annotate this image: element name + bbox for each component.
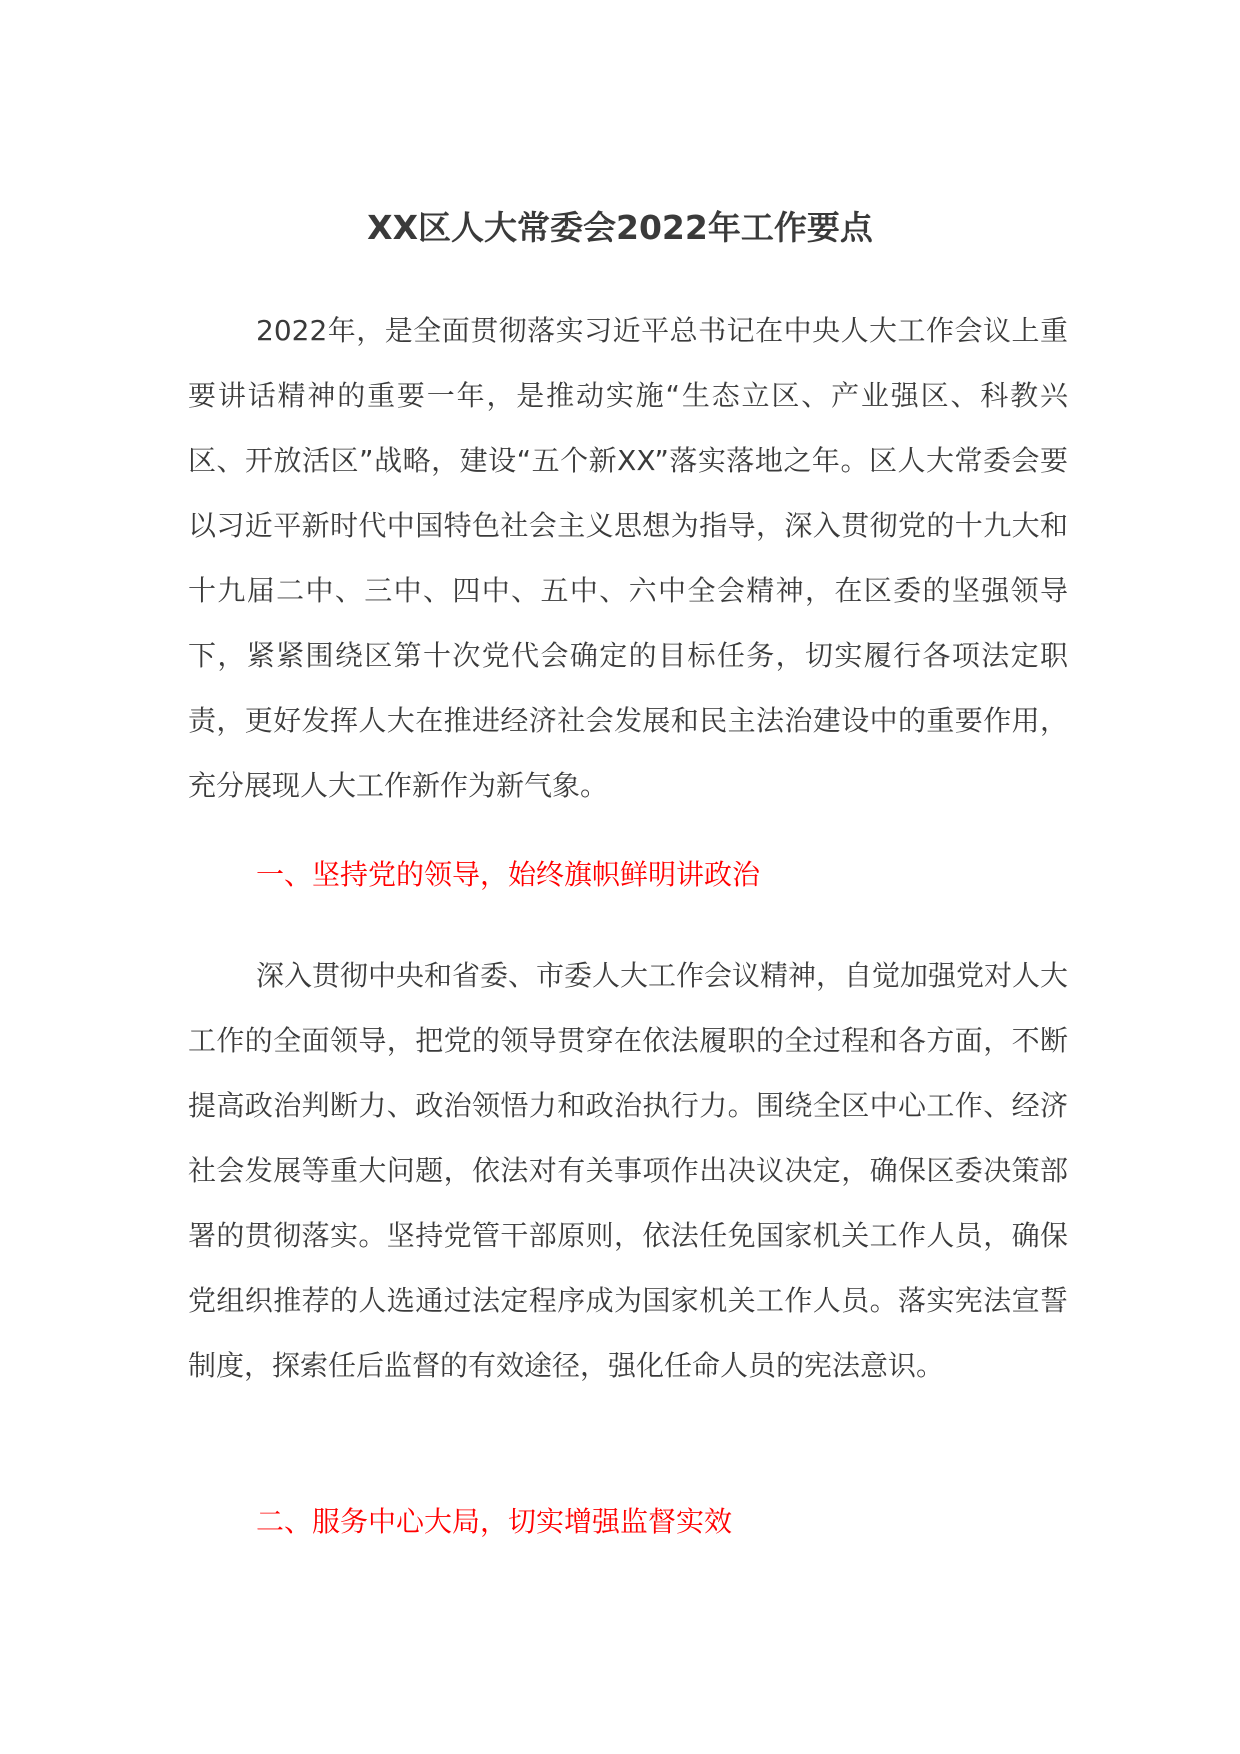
section-heading-1: 一、坚持党的领导，始终旗帜鲜明讲政治 — [256, 858, 761, 891]
section-heading-2: 二、服务中心大局，切实增强监督实效 — [256, 1505, 733, 1538]
document-title: XX区人大常委会2022年工作要点 — [367, 208, 873, 247]
section-1-paragraph: 深入贯彻中央和省委、市委人大工作会议精神，自觉加强党对人大工作的全面领导，把党的领导贯穿在依法履职的全过程和各方面，不断提高政治判断力、政治领悟力和政治执行力。围绕全区中心工作、经济社会发展等重大问题，依法对有关事项作出决议决定，确保区委决策部署的贯彻落实。坚持党管干部原则，依法任免国家机关工作人员，确保党组织推荐的人选通过法定程序成为国家机关工作人员。落实宪法宣誓制度，探索任后监督的有效途径，强化任命人员的宪法意识。 — [188, 959, 1069, 1382]
intro-paragraph: 2022年，是全面贯彻落实习近平总书记在中央人大工作会议上重要讲话精神的重要一年，是推动实施“生态立区、产业强区、科教兴区、开放活区”战略，建设“五个新XX”落实落地之年。区人大常委会要以习近平新时代中国特色社会主义思想为指导，深入贯彻党的十九大和十九届二中、三中、四中、五中、六中全会精神，在区委的坚强领导下，紧紧围绕区第十次党代会确定的目标任务，切实履行各项法定职责，更好发挥人大在推进经济社会发展和民主法治建设中的重要作用，充分展现人大工作新作为新气象。 — [188, 314, 1068, 802]
